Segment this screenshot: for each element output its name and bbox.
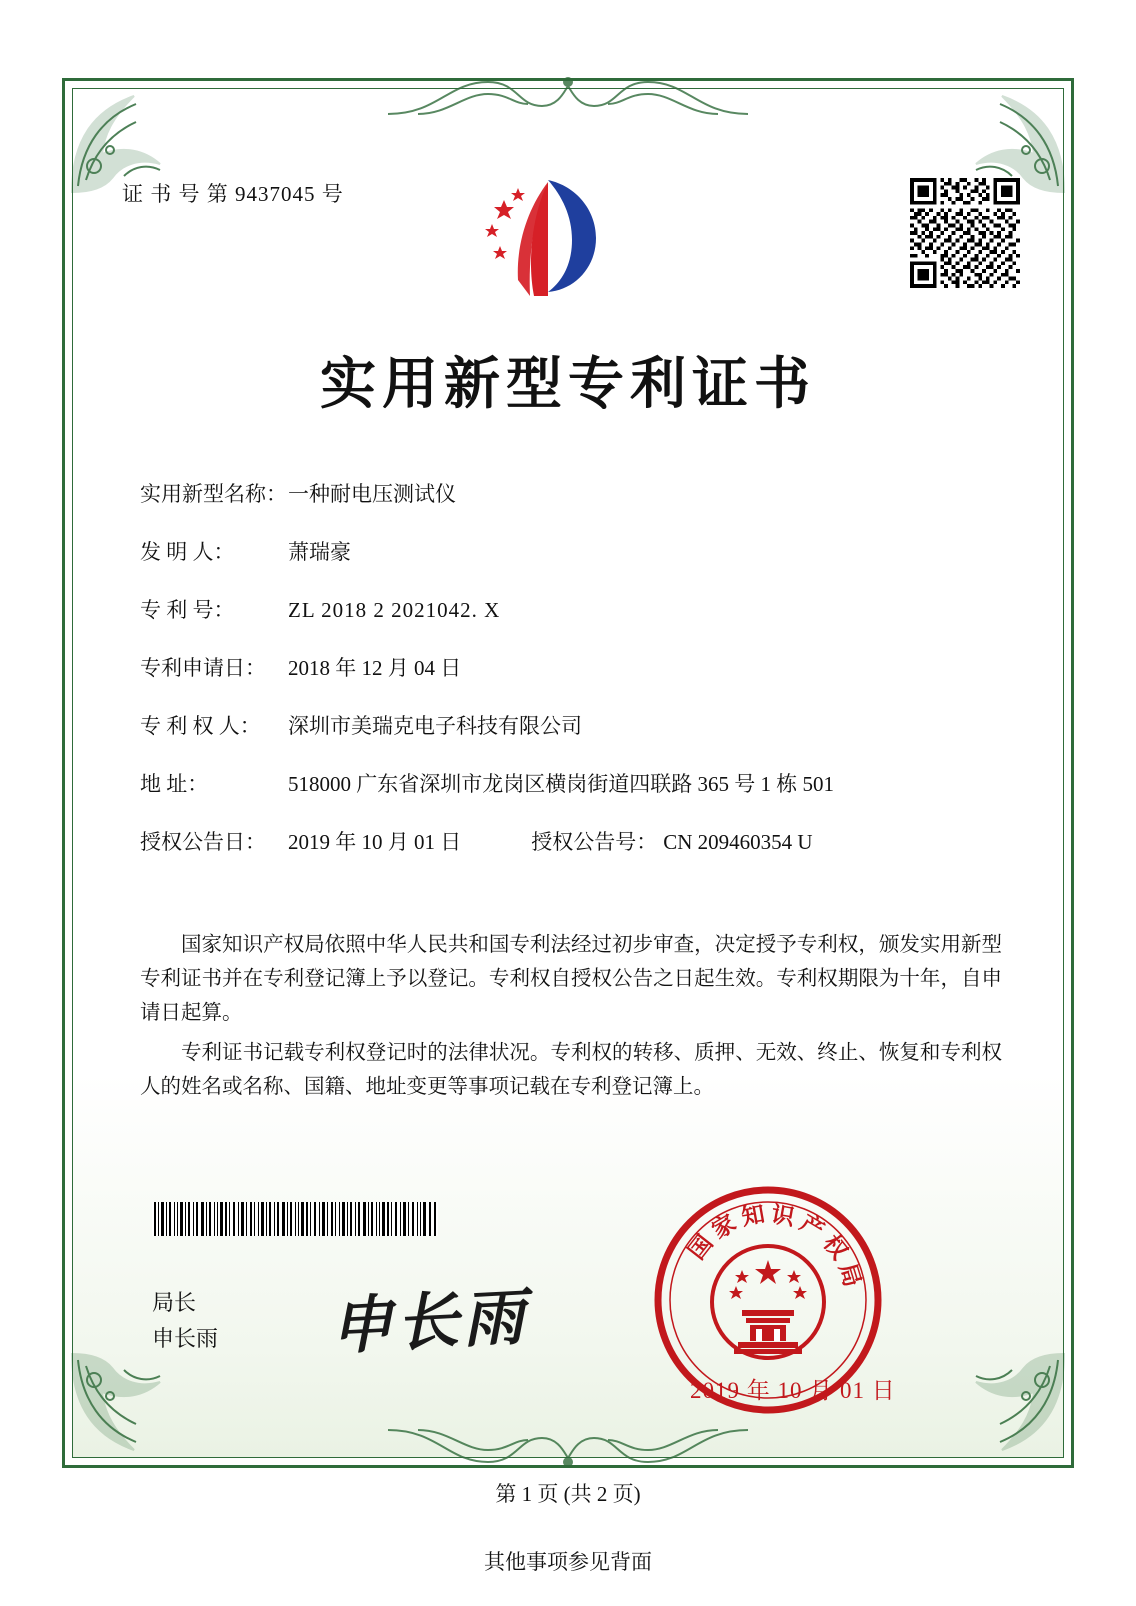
field-label: 专利申请日：	[140, 656, 266, 680]
certificate-fields	[140, 478, 1000, 884]
legal-paragraph: 专利证书记载专利权登记时的法律状况。专利权的转移、质押、无效、终止、恢复和专利权人的姓名或名称、国籍、地址变更等事项记载在专利登记簿上。	[140, 1042, 1002, 1098]
certificate-number: 证 书 号 第 9437045 号	[122, 182, 344, 206]
field-label: 发 明 人：	[140, 540, 235, 564]
field-row	[140, 478, 1000, 508]
svg-text:局: 局	[833, 1260, 867, 1290]
field-row	[140, 768, 1000, 798]
director-title-label: 局长	[152, 1290, 197, 1315]
svg-text:国: 国	[682, 1229, 719, 1265]
top-edge-ornament-icon	[378, 74, 758, 118]
seal-date: 2019 年 10 月 01 日	[690, 1378, 896, 1403]
barcode-icon	[152, 1202, 438, 1236]
field-label: 专 利 权 人：	[140, 714, 261, 738]
field-value: 2018 年 12 月 04 日	[288, 656, 462, 680]
field-row-dual	[140, 826, 1000, 856]
field-value-grant-number: CN 209460354 U	[663, 830, 813, 854]
svg-text:识: 识	[769, 1200, 797, 1232]
field-value: 深圳市美瑞克电子科技有限公司	[288, 714, 582, 738]
field-row	[140, 536, 1000, 566]
field-label: 专 利 号：	[140, 598, 235, 622]
legal-text-block	[140, 928, 1002, 1110]
svg-text:产: 产	[795, 1209, 829, 1245]
field-value: 518000 广东省深圳市龙岗区横岗街道四联路 365 号 1 栋 501	[288, 772, 834, 796]
field-label: 实用新型名称：	[140, 482, 287, 506]
field-value-grant-date: 2019 年 10 月 01 日	[288, 830, 462, 854]
page-number: 第 1 页 (共 2 页)	[495, 1482, 641, 1506]
svg-text:权: 权	[817, 1229, 854, 1265]
field-label: 地 址：	[140, 772, 209, 796]
page-title: 实用新型专利证书	[320, 351, 816, 417]
field-value: ZL 2018 2 2021042. X	[288, 598, 501, 622]
legal-paragraph: 国家知识产权局依照中华人民共和国专利法经过初步审查，决定授予专利权，颁发实用新型专利证书并在专利登记簿上予以登记。专利权自授权公告之日起生效。专利权期限为十年，自申请日起算。	[140, 934, 1002, 1024]
field-label-grant-date: 授权公告日：	[140, 830, 266, 854]
cnipa-emblem-icon	[478, 170, 618, 310]
corner-ornament-icon	[952, 1346, 1072, 1466]
field-row	[140, 652, 1000, 682]
svg-text:知: 知	[739, 1200, 767, 1232]
director-name-label: 申长雨	[152, 1326, 219, 1351]
director-handwritten-signature: 申长雨	[328, 1279, 531, 1364]
field-label-grant-number: 授权公告号：	[531, 830, 658, 854]
svg-text:家: 家	[707, 1209, 741, 1245]
field-value: 一种耐电压测试仪	[288, 482, 456, 506]
bottom-edge-ornament-icon	[378, 1426, 758, 1470]
director-title-block	[152, 1285, 218, 1357]
field-row	[140, 594, 1000, 624]
field-row	[140, 710, 1000, 740]
back-side-note: 其他事项参见背面	[484, 1550, 652, 1574]
corner-ornament-icon	[64, 1346, 184, 1466]
field-value: 萧瑞豪	[288, 540, 351, 564]
qr-code-icon	[910, 178, 1020, 288]
